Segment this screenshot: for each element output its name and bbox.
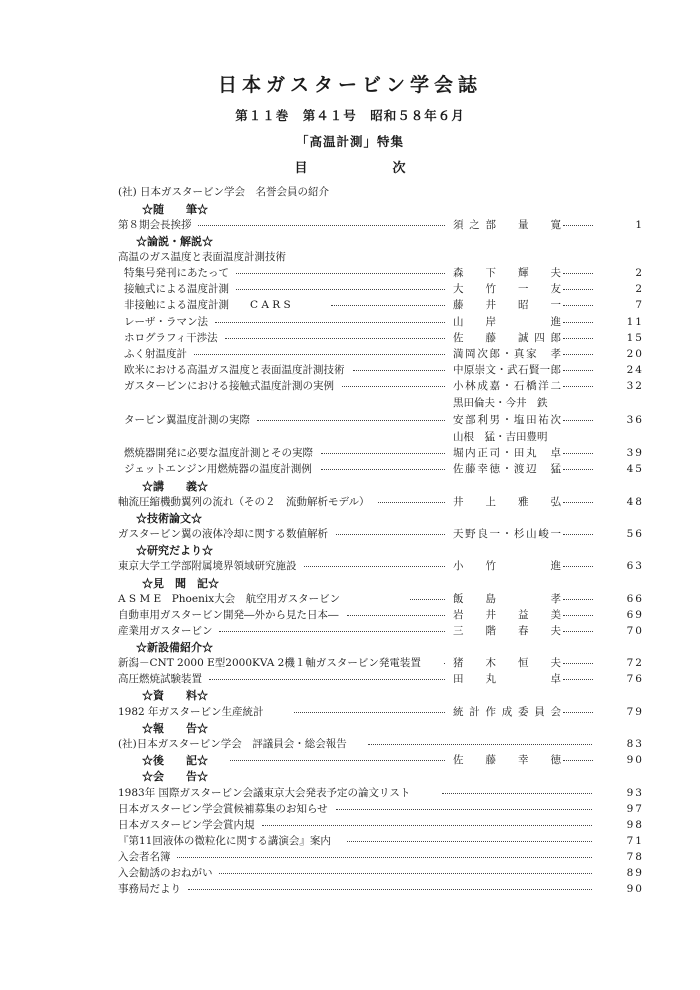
entry-author: 山 岸 進 (453, 316, 561, 328)
toc-entry (0, 378, 700, 395)
entry-author: 佐 藤 幸 徳 (453, 754, 561, 766)
leader-dots (304, 566, 445, 567)
entry-author: 猪 木 恒 夫 (453, 657, 561, 669)
entry-title: 事務局だより (118, 883, 181, 895)
leader-dots (563, 599, 593, 600)
section-heading (0, 639, 700, 656)
page-number: 2 (635, 283, 644, 295)
leader-dots (563, 289, 593, 290)
page-number: 98 (626, 819, 644, 831)
section-heading (0, 478, 700, 495)
leader-dots (563, 225, 593, 226)
page-number: 2 (635, 267, 644, 279)
page-number: 89 (626, 867, 644, 879)
entry-author: 中原崇文・武石賢一郎 (453, 364, 561, 376)
section-heading (0, 542, 700, 559)
entry-title: 高温のガス温度と表面温度計測技術 (118, 251, 286, 263)
leader-dots (378, 502, 445, 503)
section-heading (0, 687, 700, 704)
page-number: 24 (626, 364, 644, 376)
leader-dots (215, 322, 445, 323)
page-number: 93 (626, 787, 644, 799)
page-number: 70 (626, 625, 644, 637)
page-number: 56 (626, 528, 644, 540)
page-number: 78 (626, 851, 644, 863)
leader-dots (563, 338, 593, 339)
leader-dots (442, 793, 592, 794)
entry-author: 小林成嘉・石橋洋二 (453, 380, 561, 392)
toc-entry (0, 265, 700, 282)
page-number: 69 (626, 609, 644, 621)
leader-dots (219, 631, 445, 632)
leader-dots (209, 679, 445, 680)
toc-entry (0, 445, 700, 462)
toc-entry (0, 785, 700, 802)
leader-dots (321, 453, 445, 454)
entry-author: 天野良一・杉山峻一 (453, 528, 561, 540)
toc-entry (0, 395, 700, 412)
entry-author: 岩 井 益 美 (453, 609, 561, 621)
leader-dots (563, 305, 593, 306)
leader-dots (563, 615, 593, 616)
entry-title: 1982 年ガスタービン生産統計 (118, 706, 264, 718)
entry-title: 軸流圧縮機動翼列の流れ（その２ 流動解析モデル） (118, 496, 370, 508)
section-heading (0, 510, 700, 527)
page-number: 45 (626, 463, 644, 475)
leader-dots (368, 744, 592, 745)
leader-dots (198, 225, 445, 226)
toc-entry (0, 281, 700, 298)
leader-dots (563, 273, 593, 274)
toc-entry (0, 526, 700, 543)
entry-author: 井 上 雅 弘 (453, 496, 561, 508)
leader-dots (563, 386, 593, 387)
entry-title: 1983年 国際ガスタービン会議東京大会発表予定の論文リスト (118, 787, 411, 799)
toc-entry (0, 623, 700, 640)
page-number: 11 (626, 316, 644, 328)
page-number: 76 (626, 673, 644, 685)
entry-author: 佐 藤 誠四郎 (453, 332, 561, 344)
entry-author: 田 丸 卓 (453, 673, 561, 685)
toc-entry (0, 655, 700, 672)
section-title: ☆講 義☆ (142, 480, 208, 493)
section-title: ☆技術論文☆ (136, 512, 202, 525)
leader-dots (219, 873, 592, 874)
entry-title: 新潟－CNT 2000 E型2000KVA 2機１軸ガスタービン発電装置 (118, 657, 421, 669)
toc-entry (0, 461, 700, 478)
page-number: 66 (626, 593, 644, 605)
entry-author: 安部利男・塩田祐次 (453, 414, 561, 426)
page-number: 39 (626, 447, 644, 459)
leader-dots (331, 305, 445, 306)
toc-entry (0, 607, 700, 624)
entry-title: 日本ガスタービン学会賞内規 (118, 819, 255, 831)
section-heading (0, 575, 700, 592)
entry-title: 東京大学工学部附属境界領域研究施設 (118, 560, 297, 572)
toc-entry (0, 881, 700, 898)
entry-title: 特集号発刊にあたって (124, 267, 229, 279)
entry-title: 第８期会長挨拶 (118, 219, 192, 231)
section-title: ☆研究だより☆ (136, 544, 213, 557)
entry-author: 藤 井 昭 一 (453, 299, 561, 311)
section-title: ☆見 聞 記☆ (142, 577, 219, 590)
entry-title: 入会勧誘のおねがい (118, 867, 213, 879)
leader-dots (563, 502, 593, 503)
page-number: 7 (635, 299, 644, 311)
page-number: 71 (626, 835, 644, 847)
leader-dots (563, 453, 593, 454)
leader-dots (563, 712, 593, 713)
page-number: 83 (626, 738, 644, 750)
leader-dots (225, 338, 445, 339)
entry-author: 森 下 輝 夫 (453, 267, 561, 279)
section-title: ☆随 筆☆ (142, 203, 208, 216)
toc-entry (0, 558, 700, 575)
issue-info: 第１１巻 第４１号 昭和５８年６月 (235, 108, 465, 123)
section-heading (0, 201, 700, 218)
leader-dots (563, 354, 593, 355)
section-title: ☆会 告☆ (142, 770, 208, 783)
toc-entry (0, 412, 700, 429)
toc-entry (0, 752, 700, 769)
entry-title: 欧米における高温ガス温度と表面温度計測技術 (124, 364, 345, 376)
leader-dots (563, 679, 593, 680)
toc-entry (0, 704, 700, 721)
entry-title: レーザ・ラマン法 (124, 316, 208, 328)
page-number: 90 (626, 883, 644, 895)
entry-title: 接触式による温度計測 (124, 283, 229, 295)
leader-dots (410, 599, 445, 600)
contents-heading: 目 次 (294, 161, 442, 176)
entry-title: (社)日本ガスタービン学会 評議員会・総会報告 (118, 738, 347, 750)
page-number: 48 (626, 496, 644, 508)
entry-author: 三 階 春 夫 (453, 625, 561, 637)
toc-entry (0, 297, 700, 314)
entry-author: 大 竹 一 友 (453, 283, 561, 295)
entry-title: ふく射温度計 (124, 348, 187, 360)
toc-entry (0, 865, 700, 882)
leader-dots (563, 663, 593, 664)
entry-title: ガスタービン翼の液体冷却に関する数値解析 (118, 528, 328, 540)
toc-entry (0, 833, 700, 850)
toc-entry (0, 249, 700, 266)
entry-title: 入会者名簿 (118, 851, 171, 863)
leader-dots (347, 841, 592, 842)
toc-entry (0, 494, 700, 511)
page-number: 90 (626, 754, 644, 766)
toc-entry (0, 671, 700, 688)
leader-dots (188, 889, 592, 890)
toc-entry (0, 801, 700, 818)
leader-dots (257, 420, 445, 421)
entry-title: (社) 日本ガスタービン学会 名誉会員の紹介 (118, 186, 330, 198)
section-heading (0, 768, 700, 785)
leader-dots (321, 469, 445, 470)
leader-dots (563, 370, 593, 371)
page-number: 36 (626, 414, 644, 426)
entry-author: 飯 島 孝 (453, 593, 561, 605)
section-title: ☆報 告☆ (142, 722, 208, 735)
leader-dots (336, 534, 445, 535)
page-number: 20 (626, 348, 644, 360)
leader-dots (563, 760, 593, 761)
entry-title: 産業用ガスタービン (118, 625, 213, 637)
entry-title: 燃焼器開発に必要な温度計測とその実際 (124, 447, 313, 459)
page-number: 1 (635, 219, 644, 231)
leader-dots (236, 273, 445, 274)
entry-author: 佐藤幸徳・渡辺 猛 (453, 463, 561, 475)
entry-title: 高圧燃焼試験装置 (118, 673, 202, 685)
leader-dots (563, 566, 593, 567)
toc-entry (0, 362, 700, 379)
page-number: 97 (626, 803, 644, 815)
leader-dots (262, 825, 592, 826)
leader-dots (563, 534, 593, 535)
entry-title: 非接触による温度計測 C A R S (124, 299, 291, 311)
special-issue-title: 「高温計測」特集 (295, 134, 404, 149)
leader-dots (336, 809, 592, 810)
entry-title: A S M E Phoenix大会 航空用ガスタービン (118, 593, 341, 605)
page-number: 15 (626, 332, 644, 344)
entry-author: 堀内正司・田丸 卓 (453, 447, 561, 459)
leader-dots (177, 857, 592, 858)
entry-author: 統計作成委員会 (453, 706, 561, 718)
toc-entry (0, 736, 700, 753)
journal-title: 日本ガスタービン学会誌 (217, 74, 482, 96)
entry-title: タービン翼温度計測の実際 (124, 414, 250, 426)
section-title: ☆新設備紹介☆ (136, 641, 213, 654)
toc-entry (0, 330, 700, 347)
page-number: 72 (626, 657, 644, 669)
page-number: 79 (626, 706, 644, 718)
section-heading (0, 233, 700, 250)
section-heading (0, 720, 700, 737)
entry-title: 『第11回液体の微粒化に関する講演会』案内 (118, 835, 331, 847)
leader-dots (563, 420, 593, 421)
entry-title: 山根 猛・吉田豊明 (453, 431, 548, 443)
toc-entry (0, 591, 700, 608)
toc-entry (0, 217, 700, 234)
leader-dots (294, 712, 445, 713)
entry-author: 満岡次郎・真家 孝 (453, 348, 561, 360)
entry-title: ジェットエンジン用燃焼器の温度計測例 (124, 463, 312, 475)
page-number: 32 (626, 380, 644, 392)
leader-dots (342, 386, 445, 387)
leader-dots (194, 354, 445, 355)
entry-title: 自動車用ガスタービン開発―外から見た日本― (118, 609, 339, 621)
page-number: 63 (626, 560, 644, 572)
leader-dots (236, 289, 445, 290)
leader-dots (230, 760, 445, 761)
leader-dots (353, 370, 445, 371)
entry-title: ホログラフィ干渉法 (124, 332, 218, 344)
leader-dots (563, 469, 593, 470)
leader-dots (444, 663, 445, 664)
toc-entry (0, 429, 700, 446)
entry-title: 黒田倫夫・今井 鉄 (453, 397, 548, 409)
entry-author: 須之部 量 寛 (453, 219, 561, 231)
leader-dots (563, 322, 593, 323)
leader-dots (563, 631, 593, 632)
section-title: ☆論説・解説☆ (136, 235, 213, 248)
section-title: ☆後 記☆ (142, 754, 208, 767)
toc-entry (0, 346, 700, 363)
entry-author: 小 竹 進 (453, 560, 561, 572)
leader-dots (347, 615, 445, 616)
toc-entry (0, 849, 700, 866)
toc-entry (0, 314, 700, 331)
entry-title: 日本ガスタービン学会賞候補募集のお知らせ (118, 803, 328, 815)
toc-entry (0, 817, 700, 834)
entry-title: ガスタービンにおける接触式温度計測の実例 (124, 380, 334, 392)
section-title: ☆資 料☆ (142, 689, 208, 702)
toc-entry (0, 184, 700, 201)
